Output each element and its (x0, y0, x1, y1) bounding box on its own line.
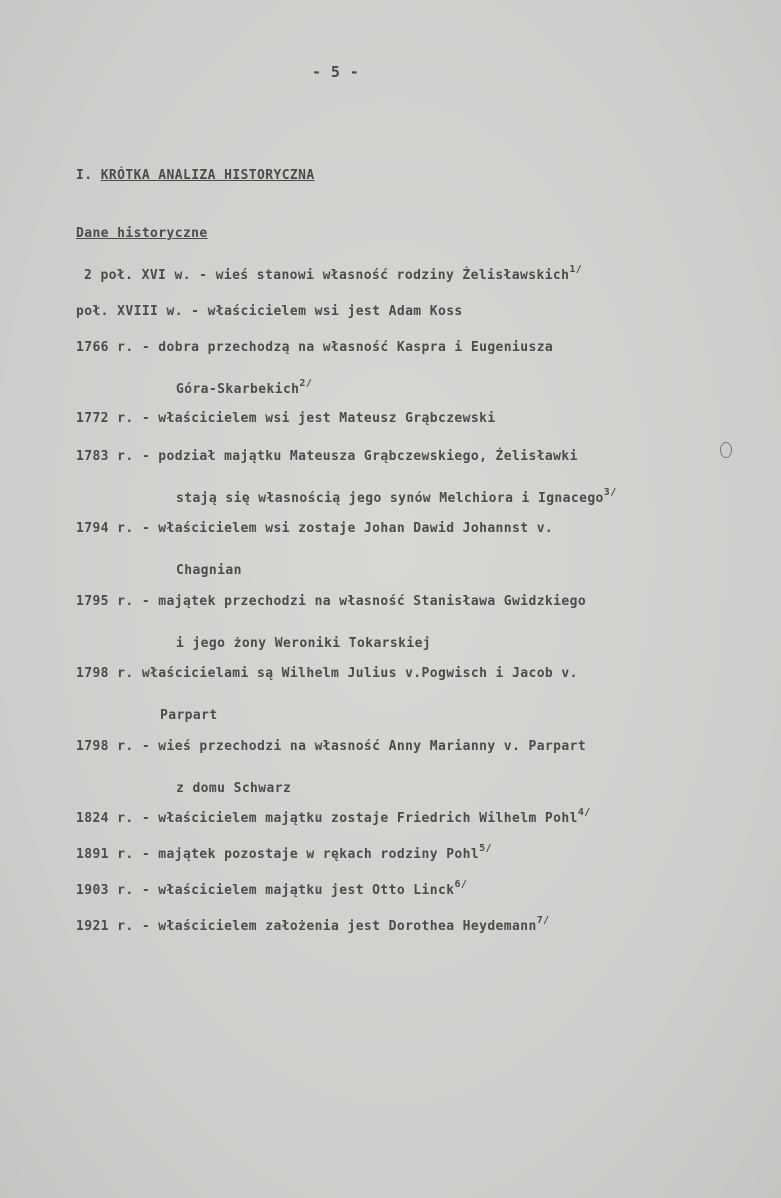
continuation-text: i jego żony Weroniki Tokarskiej (176, 636, 432, 651)
history-entry (76, 515, 553, 579)
history-entry (76, 805, 591, 827)
section-heading (76, 168, 315, 183)
history-entry (76, 298, 463, 320)
footnote-ref: 3/ (603, 487, 617, 498)
section-title: KRÓTKA ANALIZA HISTORYCZNA (100, 168, 315, 183)
entry-text: 1766 r. - dobra przechodzą na własność Kaspra i Eugeniusza (76, 340, 554, 355)
footnote-ref: 6/ (454, 879, 468, 890)
history-entry (76, 877, 467, 899)
subheading: Dane historyczne (76, 226, 208, 241)
continuation-text: Góra-Skarbekich (176, 382, 300, 397)
entry-continuation (176, 485, 617, 507)
entry-text: 1798 r. właścicielami są Wilhelm Julius v.Pogwisch i Jacob v. (76, 666, 578, 681)
entry-text: 1891 r. - majątek pozostaje w rękach rodziny Pohl (76, 847, 480, 862)
entry-text: 1772 r. - właścicielem wsi jest Mateusz Grąbczewski (76, 411, 496, 426)
entry-text: 1903 r. - właścicielem majątku jest Otto Linck (76, 883, 455, 898)
page-number: - 5 - (312, 63, 360, 81)
history-entry (76, 841, 492, 863)
entry-text: 2 poł. XVI w. - wieś stanowi własność rodziny Żelisławskich (84, 268, 570, 283)
entry-continuation (176, 630, 586, 652)
footnote-ref: 4/ (577, 807, 591, 818)
history-entry (76, 405, 496, 427)
entry-continuation (176, 775, 586, 797)
continuation-text: Parpart (160, 708, 218, 723)
entry-continuation (176, 376, 553, 398)
footnote-ref: 1/ (569, 264, 583, 275)
entry-text: 1794 r. - właścicielem wsi zostaje Johan Dawid Johannst v. (76, 521, 554, 536)
scan-artifact-mark (720, 442, 732, 458)
entry-text: poł. XVIII w. - właścicielem wsi jest Adam Koss (76, 304, 463, 319)
footnote-ref: 7/ (536, 915, 550, 926)
history-entry (76, 443, 617, 507)
footnote-ref: 2/ (299, 378, 313, 389)
continuation-text: stają się własnością jego synów Melchiora i Ignacego (176, 491, 604, 506)
history-entry (76, 334, 553, 398)
history-entry (76, 913, 550, 935)
continuation-text: Chagnian (176, 563, 242, 578)
entry-continuation (160, 702, 578, 724)
history-entry (76, 588, 586, 652)
continuation-text: z domu Schwarz (176, 781, 292, 796)
entry-text: 1795 r. - majątek przechodzi na własność Stanisława Gwidzkiego (76, 594, 587, 609)
history-entry (76, 660, 578, 724)
entry-text: 1824 r. - właścicielem majątku zostaje Friedrich Wilhelm Pohl (76, 811, 578, 826)
entry-text: 1798 r. - wieś przechodzi na własność Anny Marianny v. Parpart (76, 739, 587, 754)
section-number: I. (76, 168, 93, 183)
history-entry (84, 262, 582, 284)
history-entry (76, 733, 586, 797)
entry-text: 1783 r. - podział majątku Mateusza Grąbczewskiego, Żelisławki (76, 449, 578, 464)
entry-continuation (176, 557, 553, 579)
entry-text: 1921 r. - właścicielem założenia jest Dorothea Heydemann (76, 919, 537, 934)
footnote-ref: 5/ (479, 843, 492, 854)
